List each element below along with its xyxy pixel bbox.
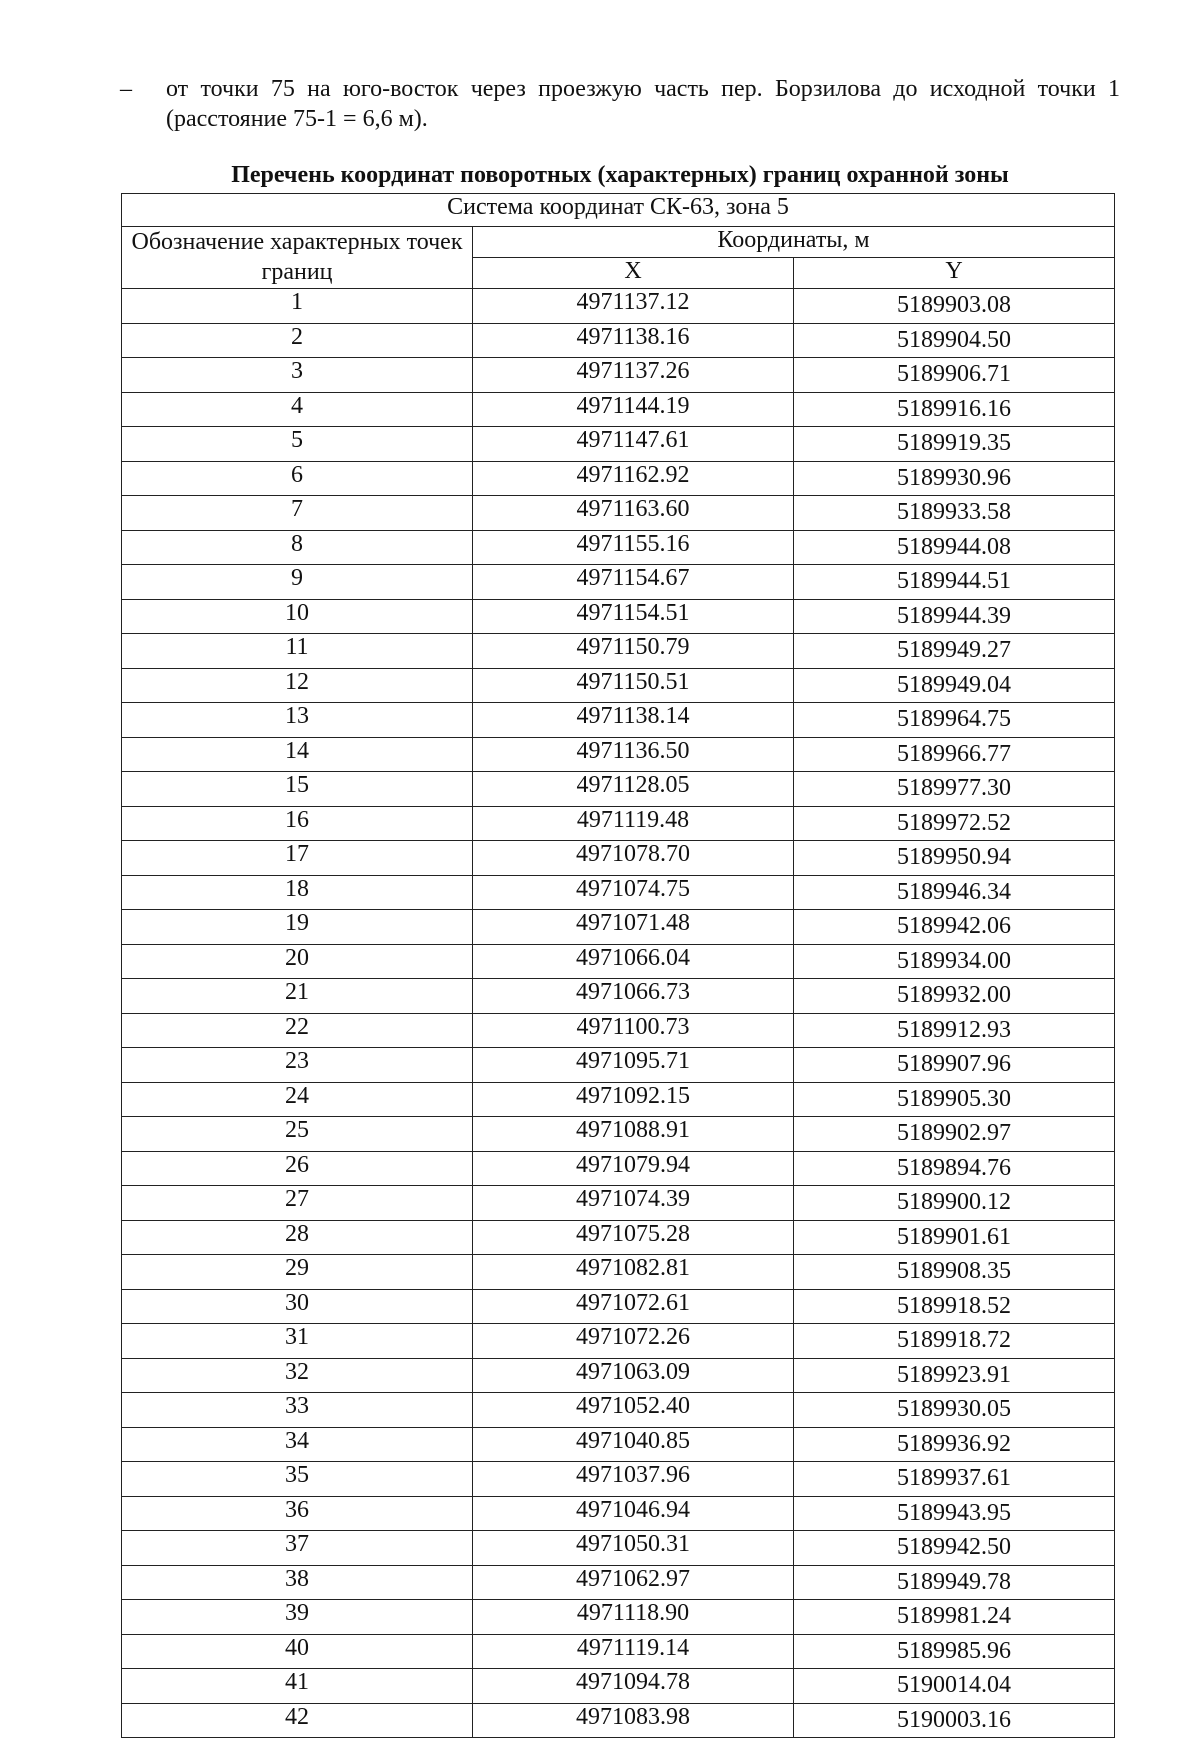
table-body [122, 289, 1115, 1738]
point-number-cell: 12 [122, 668, 473, 703]
y-coordinate-cell: 5189943.95 [794, 1496, 1115, 1531]
y-coordinate-cell: 5189904.50 [794, 323, 1115, 358]
point-number-cell: 16 [122, 806, 473, 841]
table-row [122, 668, 1115, 703]
y-coordinate-cell: 5189932.00 [794, 979, 1115, 1014]
y-coordinate-cell: 5189934.00 [794, 944, 1115, 979]
y-coordinate-cell: 5189930.05 [794, 1393, 1115, 1428]
point-number-cell: 38 [122, 1565, 473, 1600]
table-row [122, 841, 1115, 876]
y-coordinate-cell: 5189942.50 [794, 1531, 1115, 1566]
point-number-cell: 27 [122, 1186, 473, 1221]
x-coordinate-cell: 4971094.78 [473, 1669, 794, 1704]
coordinates-table [121, 193, 1115, 1738]
x-coordinate-cell: 4971050.31 [473, 1531, 794, 1566]
table-row [122, 289, 1115, 324]
x-coordinate-cell: 4971163.60 [473, 496, 794, 531]
table-row [122, 1117, 1115, 1152]
x-coordinate-cell: 4971150.51 [473, 668, 794, 703]
point-number-cell: 24 [122, 1082, 473, 1117]
table-row [122, 772, 1115, 807]
table-row [122, 530, 1115, 565]
point-number-cell: 34 [122, 1427, 473, 1462]
y-coordinate-cell: 5189985.96 [794, 1634, 1115, 1669]
point-number-cell: 15 [122, 772, 473, 807]
x-coordinate-cell: 4971082.81 [473, 1255, 794, 1290]
table-row [122, 323, 1115, 358]
x-coordinate-cell: 4971074.39 [473, 1186, 794, 1221]
table-row [122, 1082, 1115, 1117]
table-row [122, 737, 1115, 772]
table-row [122, 1013, 1115, 1048]
y-coordinate-cell: 5189907.96 [794, 1048, 1115, 1083]
point-number-cell: 22 [122, 1013, 473, 1048]
table-row [122, 427, 1115, 462]
table-row [122, 1496, 1115, 1531]
x-coordinate-cell: 4971154.67 [473, 565, 794, 600]
y-coordinate-cell: 5189942.06 [794, 910, 1115, 945]
point-number-cell: 19 [122, 910, 473, 945]
y-coordinate-cell: 5189912.93 [794, 1013, 1115, 1048]
y-coordinate-cell: 5189918.72 [794, 1324, 1115, 1359]
table-row [122, 1048, 1115, 1083]
table-row [122, 565, 1115, 600]
table-row [122, 1427, 1115, 1462]
point-number-cell: 11 [122, 634, 473, 669]
point-number-cell: 14 [122, 737, 473, 772]
point-number-cell: 2 [122, 323, 473, 358]
y-coordinate-cell: 5189936.92 [794, 1427, 1115, 1462]
table-row [122, 1186, 1115, 1221]
y-coordinate-cell: 5189966.77 [794, 737, 1115, 772]
table-row [122, 1393, 1115, 1428]
table-row [122, 1220, 1115, 1255]
table-row [122, 1669, 1115, 1704]
y-coordinate-cell: 5189944.51 [794, 565, 1115, 600]
x-coordinate-cell: 4971083.98 [473, 1703, 794, 1738]
table-row [122, 1324, 1115, 1359]
point-number-cell: 18 [122, 875, 473, 910]
x-coordinate-cell: 4971150.79 [473, 634, 794, 669]
x-coordinate-cell: 4971046.94 [473, 1496, 794, 1531]
x-coordinate-cell: 4971095.71 [473, 1048, 794, 1083]
x-coordinate-cell: 4971155.16 [473, 530, 794, 565]
point-number-cell: 25 [122, 1117, 473, 1152]
point-number-cell: 28 [122, 1220, 473, 1255]
y-coordinate-cell: 5189944.08 [794, 530, 1115, 565]
y-coordinate-cell: 5189930.96 [794, 461, 1115, 496]
table-row [122, 979, 1115, 1014]
x-coordinate-cell: 4971138.16 [473, 323, 794, 358]
point-number-cell: 13 [122, 703, 473, 738]
point-number-cell: 42 [122, 1703, 473, 1738]
x-coordinate-cell: 4971119.48 [473, 806, 794, 841]
y-coordinate-cell: 5189949.78 [794, 1565, 1115, 1600]
x-coordinate-cell: 4971066.73 [473, 979, 794, 1014]
table-row [122, 1531, 1115, 1566]
x-coordinate-cell: 4971136.50 [473, 737, 794, 772]
table-row [122, 634, 1115, 669]
x-coordinate-cell: 4971078.70 [473, 841, 794, 876]
table-row [122, 944, 1115, 979]
x-coordinate-cell: 4971137.26 [473, 358, 794, 393]
point-number-cell: 40 [122, 1634, 473, 1669]
point-label-header: Обозначение характерных точек границ [122, 227, 473, 289]
x-coordinate-cell: 4971118.90 [473, 1600, 794, 1635]
table-row [122, 703, 1115, 738]
point-number-cell: 41 [122, 1669, 473, 1704]
point-number-cell: 33 [122, 1393, 473, 1428]
y-coordinate-cell: 5189905.30 [794, 1082, 1115, 1117]
y-coordinate-cell: 5189923.91 [794, 1358, 1115, 1393]
point-number-cell: 29 [122, 1255, 473, 1290]
table-row [122, 1358, 1115, 1393]
x-coordinate-cell: 4971092.15 [473, 1082, 794, 1117]
table-row [122, 461, 1115, 496]
x-coordinate-cell: 4971154.51 [473, 599, 794, 634]
x-coordinate-cell: 4971037.96 [473, 1462, 794, 1497]
x-coordinate-cell: 4971147.61 [473, 427, 794, 462]
table-row [122, 1255, 1115, 1290]
intro-paragraph [120, 74, 1120, 134]
x-header: X [473, 258, 794, 289]
y-coordinate-cell: 5189937.61 [794, 1462, 1115, 1497]
y-coordinate-cell: 5189977.30 [794, 772, 1115, 807]
point-number-cell: 7 [122, 496, 473, 531]
point-number-cell: 21 [122, 979, 473, 1014]
x-coordinate-cell: 4971075.28 [473, 1220, 794, 1255]
table-row [122, 1462, 1115, 1497]
x-coordinate-cell: 4971052.40 [473, 1393, 794, 1428]
point-number-cell: 35 [122, 1462, 473, 1497]
table-row [122, 358, 1115, 393]
point-number-cell: 37 [122, 1531, 473, 1566]
y-coordinate-cell: 5189949.04 [794, 668, 1115, 703]
y-coordinate-cell: 5189900.12 [794, 1186, 1115, 1221]
x-coordinate-cell: 4971062.97 [473, 1565, 794, 1600]
point-number-cell: 31 [122, 1324, 473, 1359]
table-row [122, 806, 1115, 841]
point-number-cell: 10 [122, 599, 473, 634]
intro-text: от точки 75 на юго-восток через проезжую часть пер. Борзилова до исходной точки 1 (расстояние 75-1 = 6,6 м). [166, 76, 1120, 132]
x-coordinate-cell: 4971072.26 [473, 1324, 794, 1359]
point-number-cell: 4 [122, 392, 473, 427]
table-row [122, 1703, 1115, 1738]
x-coordinate-cell: 4971137.12 [473, 289, 794, 324]
coordinate-system-header: Система координат СК-63, зона 5 [122, 194, 1115, 227]
y-coordinate-cell: 5189894.76 [794, 1151, 1115, 1186]
point-number-cell: 9 [122, 565, 473, 600]
x-coordinate-cell: 4971138.14 [473, 703, 794, 738]
y-coordinate-cell: 5189908.35 [794, 1255, 1115, 1290]
point-number-cell: 5 [122, 427, 473, 462]
y-coordinate-cell: 5189981.24 [794, 1600, 1115, 1635]
table-row [122, 1565, 1115, 1600]
x-coordinate-cell: 4971100.73 [473, 1013, 794, 1048]
y-coordinate-cell: 5189964.75 [794, 703, 1115, 738]
y-coordinate-cell: 5189906.71 [794, 358, 1115, 393]
x-coordinate-cell: 4971119.14 [473, 1634, 794, 1669]
x-coordinate-cell: 4971074.75 [473, 875, 794, 910]
point-number-cell: 17 [122, 841, 473, 876]
table-row [122, 1600, 1115, 1635]
x-coordinate-cell: 4971079.94 [473, 1151, 794, 1186]
point-number-cell: 1 [122, 289, 473, 324]
point-number-cell: 30 [122, 1289, 473, 1324]
x-coordinate-cell: 4971071.48 [473, 910, 794, 945]
point-number-cell: 20 [122, 944, 473, 979]
point-number-cell: 36 [122, 1496, 473, 1531]
point-number-cell: 26 [122, 1151, 473, 1186]
table-row [122, 910, 1115, 945]
x-coordinate-cell: 4971162.92 [473, 461, 794, 496]
y-coordinate-cell: 5189918.52 [794, 1289, 1115, 1324]
table-row [122, 392, 1115, 427]
y-coordinate-cell: 5189950.94 [794, 841, 1115, 876]
x-coordinate-cell: 4971040.85 [473, 1427, 794, 1462]
x-coordinate-cell: 4971072.61 [473, 1289, 794, 1324]
point-number-cell: 39 [122, 1600, 473, 1635]
y-coordinate-cell: 5190014.04 [794, 1669, 1115, 1704]
x-coordinate-cell: 4971066.04 [473, 944, 794, 979]
y-coordinate-cell: 5189944.39 [794, 599, 1115, 634]
y-coordinate-cell: 5189933.58 [794, 496, 1115, 531]
table-row [122, 875, 1115, 910]
y-coordinate-cell: 5189901.61 [794, 1220, 1115, 1255]
point-number-cell: 6 [122, 461, 473, 496]
y-coordinate-cell: 5189903.08 [794, 289, 1115, 324]
point-number-cell: 23 [122, 1048, 473, 1083]
y-coordinate-cell: 5189902.97 [794, 1117, 1115, 1152]
x-coordinate-cell: 4971063.09 [473, 1358, 794, 1393]
y-coordinate-cell: 5189916.16 [794, 392, 1115, 427]
point-number-cell: 3 [122, 358, 473, 393]
y-coordinate-cell: 5189919.35 [794, 427, 1115, 462]
table-row [122, 599, 1115, 634]
list-dash: – [120, 76, 132, 102]
coordinates-header: Координаты, м [473, 227, 1115, 258]
x-coordinate-cell: 4971088.91 [473, 1117, 794, 1152]
y-header: Y [794, 258, 1115, 289]
x-coordinate-cell: 4971144.19 [473, 392, 794, 427]
point-number-cell: 8 [122, 530, 473, 565]
y-coordinate-cell: 5190003.16 [794, 1703, 1115, 1738]
table-row [122, 1634, 1115, 1669]
y-coordinate-cell: 5189946.34 [794, 875, 1115, 910]
y-coordinate-cell: 5189949.27 [794, 634, 1115, 669]
x-coordinate-cell: 4971128.05 [473, 772, 794, 807]
point-number-cell: 32 [122, 1358, 473, 1393]
table-row [122, 1151, 1115, 1186]
y-coordinate-cell: 5189972.52 [794, 806, 1115, 841]
table-row [122, 1289, 1115, 1324]
table-row [122, 496, 1115, 531]
table-title: Перечень координат поворотных (характерных) границ охранной зоны [231, 162, 1009, 188]
